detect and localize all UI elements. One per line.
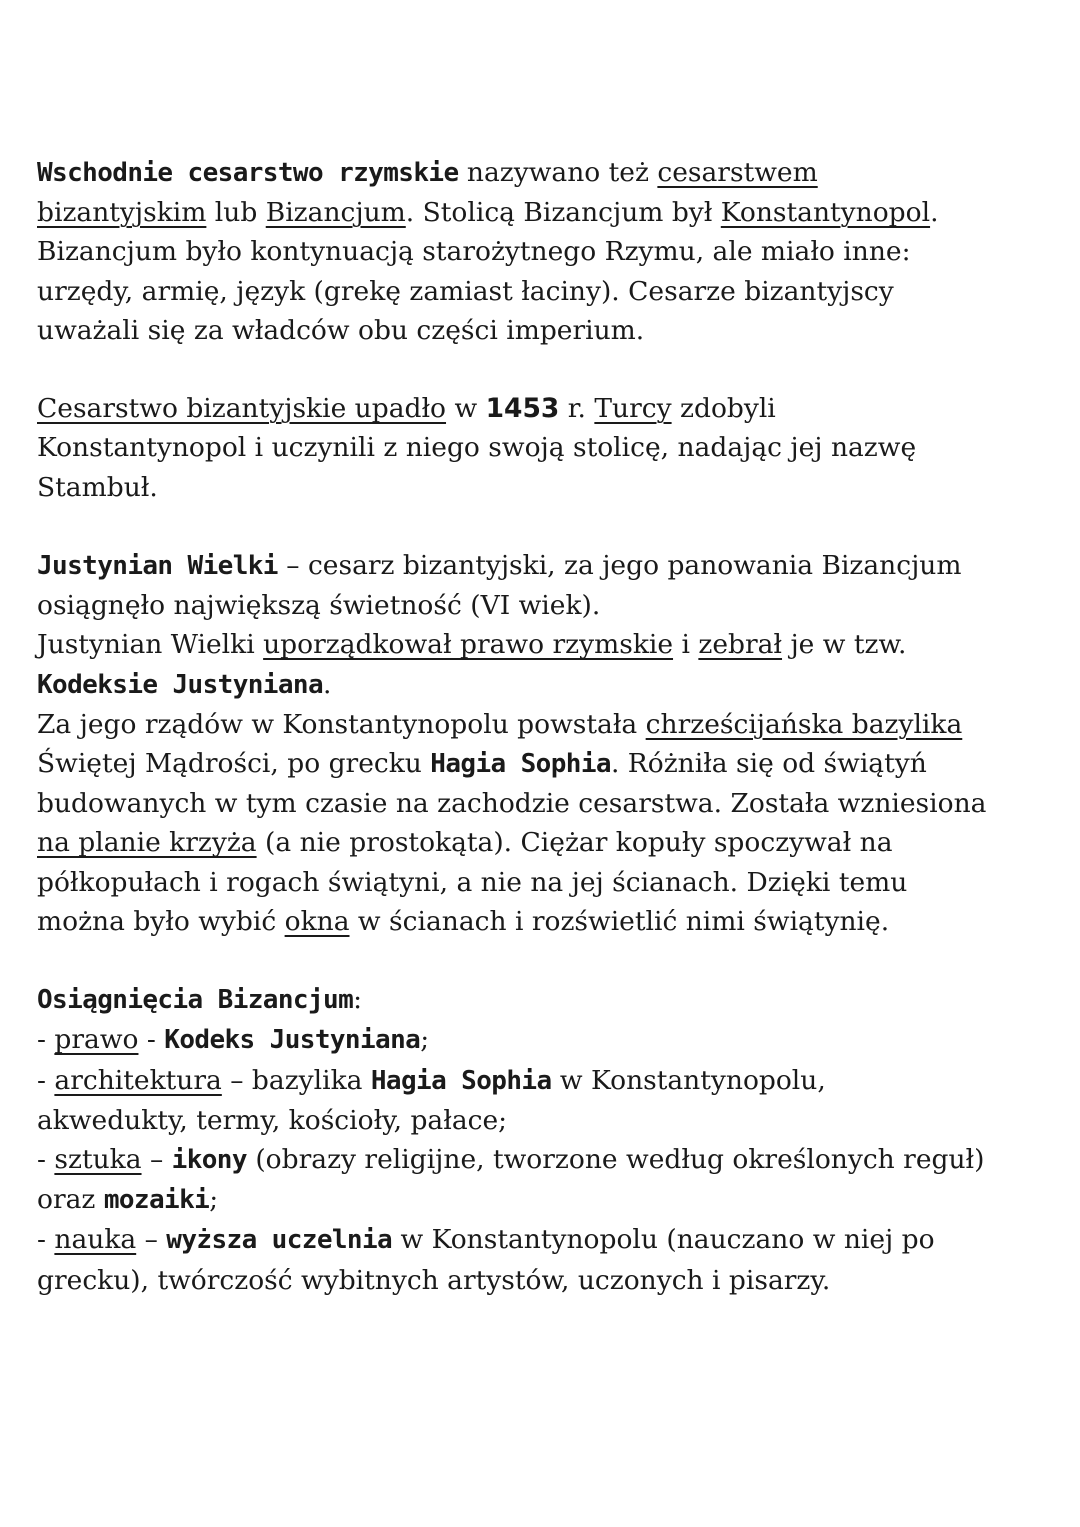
heading-eastern-roman-empire: Wschodnie cesarstwo rzymskie — [37, 158, 459, 188]
paragraph-eastern-empire — [37, 153, 1047, 350]
text-run: – — [141, 1144, 172, 1176]
document-page — [37, 153, 1047, 1300]
paragraph-justinian — [37, 546, 1047, 941]
heading-achievements: Osiągnięcia Bizancjum — [37, 985, 354, 1016]
paragraph-spacer — [37, 941, 1047, 980]
text-run: nazywano też — [458, 157, 658, 188]
text-run: - — [138, 1024, 165, 1056]
text-run: w — [446, 393, 486, 425]
bold-term: Kodeks Justyniana — [164, 1025, 421, 1056]
paragraph-fall-of-empire — [37, 389, 1047, 507]
heading-justinian: Justynian Wielki — [37, 551, 278, 581]
text-run: . Za jego rządów w Konstantynopolu powstała — [37, 668, 638, 740]
text-run: (obrazy religijne, tworzone według określonych reguł) oraz — [37, 1144, 985, 1216]
text-run: . Różniła się od świątyń budowanych w tym czasie na zachodzie cesarstwa. Została wzniesiona — [37, 748, 987, 820]
text-run: . Stolicą Bizancjum był — [405, 197, 721, 229]
underlined-term: zebrał — [698, 629, 783, 661]
text-run: – cesarz bizantyjski, za jego panowania Bizancjum osiągnęło największą świetność (VI wiek). Justynian Wielki — [37, 550, 962, 661]
underlined-term: sztuka — [54, 1144, 142, 1176]
underlined-term: uporządkował prawo rzymskie — [263, 629, 674, 661]
underlined-term: architektura — [54, 1064, 222, 1096]
text-run: w Konstantynopolu (nauczano w niej po grecku), twórczość wybitnych artystów, uczonych i pisarzy. — [37, 1224, 935, 1296]
paragraph-spacer — [37, 507, 1047, 546]
underlined-term: cesarstwem bizantyjskim — [37, 157, 818, 229]
text-run: w Konstantynopolu, akwedukty, termy, kościoły, pałace; - — [37, 1064, 826, 1176]
text-run: lub — [206, 197, 266, 229]
underlined-term: Bizancjum — [265, 197, 406, 229]
underlined-term: na planie krzyża — [37, 827, 257, 859]
text-run: . Bizancjum było kontynuacją starożytnego Rzymu, ale miało inne: urzędy, armię, język (grekę zamiast łaciny). Cesarze bizantyjscy uważali się za władców obu części imperium. — [37, 197, 939, 346]
paragraph-spacer — [37, 350, 1047, 389]
bold-term: Kodeksie Justyniana — [37, 669, 324, 700]
underlined-term: nauka — [54, 1224, 137, 1256]
text-run: r. — [559, 393, 595, 425]
paragraph-achievements — [37, 980, 1047, 1300]
text-run: i — [673, 629, 699, 661]
text-run: je w tzw. — [790, 629, 907, 661]
text-run: ; - — [37, 1024, 430, 1096]
bold-term: Hagia Sophia — [430, 749, 611, 780]
bold-term: mozaiki — [103, 1185, 210, 1216]
underlined-term: prawo — [54, 1024, 139, 1056]
text-run: Świętej Mądrości, po grecku — [37, 748, 422, 780]
bold-term: Hagia Sophia — [370, 1065, 552, 1096]
bold-term: ikony — [171, 1145, 247, 1176]
text-run: ; - — [37, 1184, 219, 1256]
underlined-term: Konstantynopol — [720, 197, 931, 229]
text-run: – bazylika — [221, 1064, 371, 1096]
text-run: : - — [37, 984, 363, 1056]
year-1453: 1453 — [485, 393, 560, 425]
text-run: zdobyli Konstantynopol i uczynili z niego swoją stolicę, nadając jej nazwę Stambuł. — [37, 393, 917, 503]
underlined-term: chrześcijańska bazylika — [645, 708, 963, 740]
text-run: w ścianach i rozświetlić nimi świątynię. — [349, 905, 890, 937]
underlined-term: okna — [284, 905, 350, 937]
text-run: – — [136, 1224, 167, 1256]
underlined-term: Turcy — [594, 393, 672, 425]
underlined-term: Cesarstwo bizantyjskie upadło — [37, 393, 447, 425]
text-run: (a nie prostokąta). Ciężar kopuły spoczywał na półkopułach i rogach świątyni, a nie na jej ścianach. Dzięki temu można było wybić — [37, 827, 908, 937]
bold-term: wyższa uczelnia — [166, 1225, 393, 1256]
